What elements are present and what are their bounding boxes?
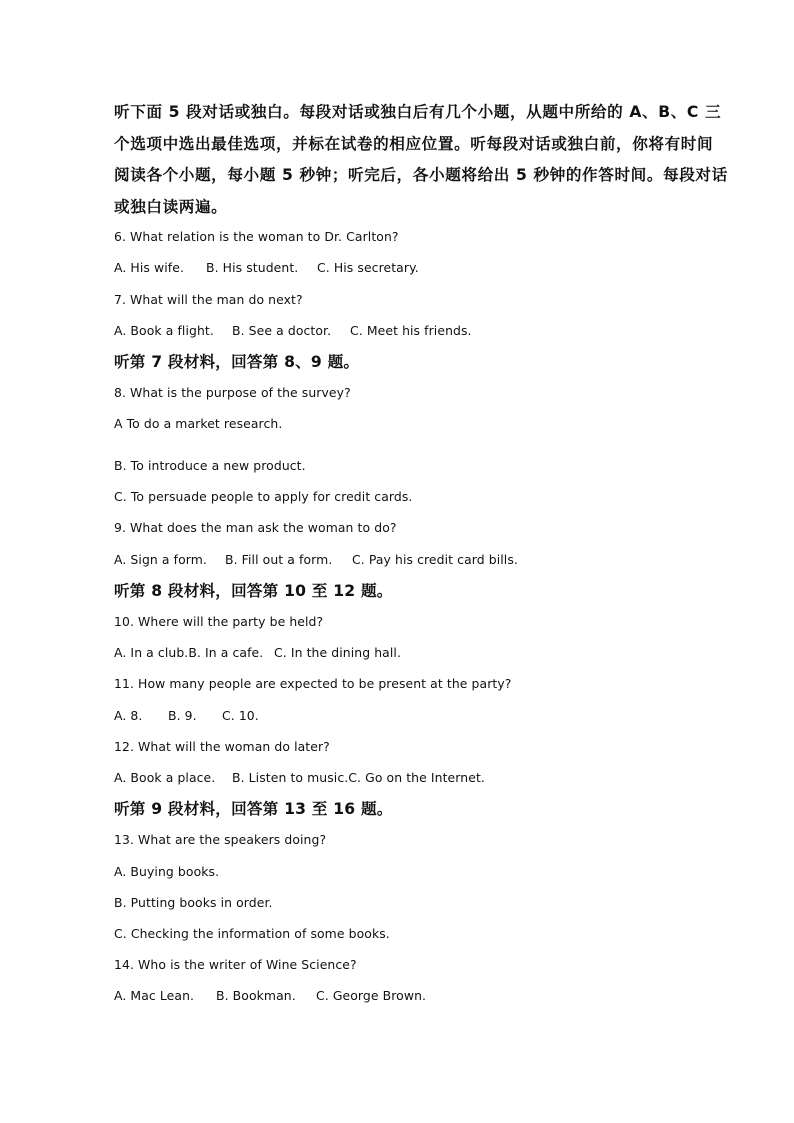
question-12-option-a: A. Book a place. xyxy=(114,770,216,785)
question-13-option-a: A. Buying books. xyxy=(114,864,220,879)
question-10-option-c: C. In the dining hall. xyxy=(274,645,401,660)
question-9-option-a: A. Sign a form. xyxy=(114,552,207,567)
question-11-option-b: B. 9. xyxy=(168,708,197,723)
question-12-option-bc: B. Listen to music.C. Go on the Internet. xyxy=(232,770,485,785)
question-13-option-b: B. Putting books in order. xyxy=(114,895,273,910)
question-8-stem: 8. What is the purpose of the survey? xyxy=(114,385,351,400)
question-14-option-b: B. Bookman. xyxy=(216,988,296,1003)
question-10-stem: 10. Where will the party be held? xyxy=(114,614,324,629)
question-7-option-a: A. Book a flight. xyxy=(114,323,214,338)
question-6-stem: 6. What relation is the woman to Dr. Carlton? xyxy=(114,229,399,244)
section-9-heading: 听第 9 段材料，回答第 13 至 16 题。 xyxy=(114,800,393,818)
question-9-option-c: C. Pay his credit card bills. xyxy=(352,552,518,567)
question-13-option-c: C. Checking the information of some books. xyxy=(114,926,390,941)
intro-line-3: 阅读各个小题，每小题 5 秒钟；听完后，各小题将给出 5 秒钟的作答时间。每段对话 xyxy=(114,166,728,184)
question-7-option-c: C. Meet his friends. xyxy=(350,323,472,338)
question-12-stem: 12. What will the woman do later? xyxy=(114,739,330,754)
question-10-option-ab: A. In a club.B. In a cafe. xyxy=(114,645,264,660)
intro-line-4: 或独白读两遍。 xyxy=(114,198,228,216)
intro-line-2: 个选项中选出最佳选项，并标在试卷的相应位置。听每段对话或独白前，你将有时间 xyxy=(114,135,714,153)
question-6-option-c: C. His secretary. xyxy=(317,260,419,275)
question-8-option-b: B. To introduce a new product. xyxy=(114,458,306,473)
question-14-option-c: C. George Brown. xyxy=(316,988,427,1003)
question-8-option-c: C. To persuade people to apply for credit cards. xyxy=(114,489,413,504)
question-11-option-c: C. 10. xyxy=(222,708,259,723)
question-6-option-b: B. His student. xyxy=(206,260,299,275)
section-8-heading: 听第 8 段材料，回答第 10 至 12 题。 xyxy=(114,582,393,600)
question-13-stem: 13. What are the speakers doing? xyxy=(114,832,327,847)
question-7-option-b: B. See a doctor. xyxy=(232,323,332,338)
question-14-option-a: A. Mac Lean. xyxy=(114,988,195,1003)
question-14-stem: 14. Who is the writer of Wine Science? xyxy=(114,957,357,972)
question-8-option-a: A To do a market research. xyxy=(114,416,283,431)
section-7-heading: 听第 7 段材料，回答第 8、9 题。 xyxy=(114,353,360,371)
question-9-stem: 9. What does the man ask the woman to do? xyxy=(114,520,397,535)
question-11-option-a: A. 8. xyxy=(114,708,143,723)
question-9-option-b: B. Fill out a form. xyxy=(225,552,333,567)
question-6-option-a: A. His wife. xyxy=(114,260,184,275)
question-11-stem: 11. How many people are expected to be present at the party? xyxy=(114,676,512,691)
intro-line-1: 听下面 5 段对话或独白。每段对话或独白后有几个小题，从题中所给的 A、B、C 三 xyxy=(114,103,722,121)
question-7-stem: 7. What will the man do next? xyxy=(114,292,303,307)
